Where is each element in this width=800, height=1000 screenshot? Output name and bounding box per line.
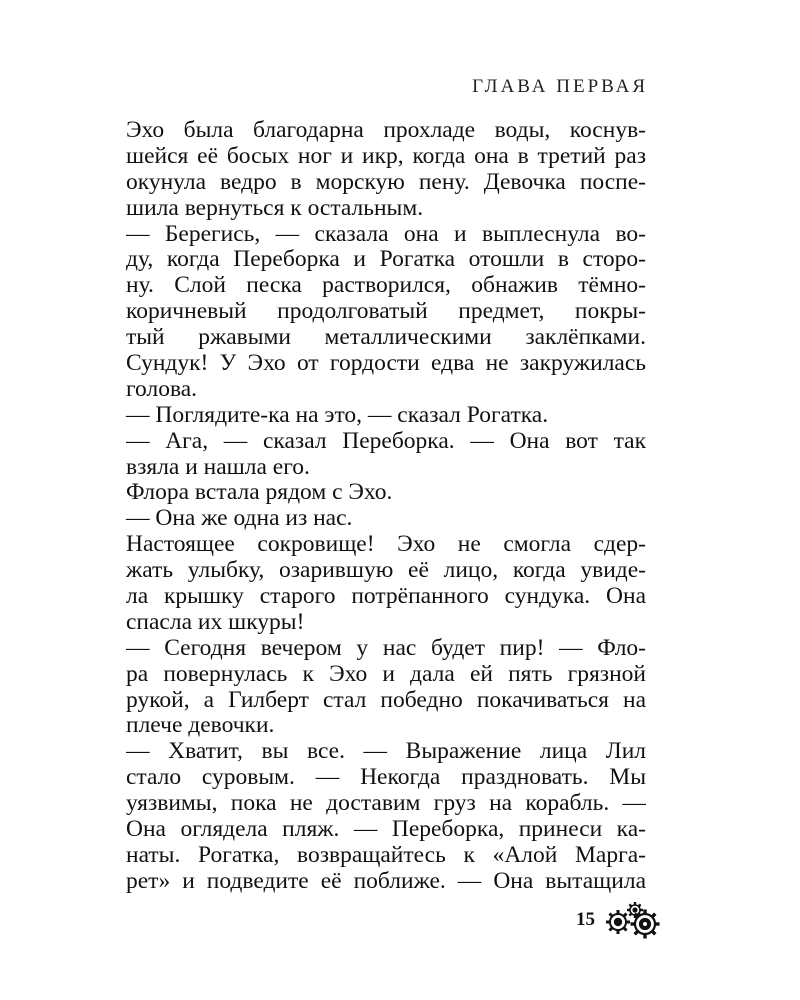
text-line: Флора встала рядом с Эхо. (126, 479, 393, 506)
text-line: окунула ведро в морскую пену. Девочка поспе- (126, 169, 646, 195)
page-body-text (126, 118, 646, 895)
text-line: тый ржавыми металлическими заклёпками. (126, 325, 646, 351)
text-line: — Берегись, — сказала она и выплеснула во- (126, 221, 646, 247)
text-line: Сундук! У Эхо от гордости едва не закружилась (126, 351, 646, 377)
text-line: — Она же одна из нас. (126, 505, 353, 532)
text-line: — Поглядите-ка на это, — сказал Рогатка. (126, 401, 549, 428)
text-line: ра повернулась к Эхо и дала ей пять грязной (126, 661, 646, 687)
paragraph-lines (126, 118, 646, 895)
chapter-title: ГЛАВА ПЕРВАЯ (472, 76, 648, 97)
text-line: стало суровым. — Некогда праздновать. Мы (126, 765, 646, 791)
text-line: жать улыбку, озарившую её лицо, когда увиде- (126, 558, 646, 584)
text-line: плече девочки. (126, 712, 275, 739)
text-line: — Сегодня вечером у нас будет пир! — Фло- (126, 635, 646, 661)
text-line: Она оглядела пляж. — Переборка, принеси ка- (126, 817, 646, 843)
page-number: 15 (576, 909, 595, 930)
text-line: — Хватит, вы все. — Выражение лица Лил (126, 739, 646, 765)
text-line: коричневый продолговатый предмет, покры- (126, 299, 646, 325)
text-line: Настоящее сокровище! Эхо не смогла сдер- (126, 532, 646, 558)
text-line: ду, когда Переборка и Рогатка отошли в сторо- (126, 247, 646, 273)
page-footer (576, 900, 667, 940)
text-line: спасла их шкуры! (126, 608, 305, 635)
text-line: шила вернуться к остальным. (126, 194, 424, 221)
text-line: — Ага, — сказал Переборка. — Она вот так (126, 428, 646, 454)
gears-icon (601, 900, 667, 940)
text-line: ла крышку старого потрёпанного сундука. Она (126, 584, 646, 610)
text-line: голова. (126, 375, 198, 402)
text-line: рукой, а Гилберт стал победно покачиваться на (126, 687, 646, 713)
text-line: наты. Рогатка, возвращайтесь к «Алой Марга- (126, 842, 646, 868)
text-line: уязвимы, пока не доставим груз на корабль. — (126, 791, 646, 817)
text-line: взяла и нашла его. (126, 453, 310, 480)
text-line: Эхо была благодарна прохладе воды, коснув- (126, 118, 646, 143)
text-line: ну. Слой песка растворился, обнажив тёмно- (126, 273, 646, 299)
text-line: рет» и подведите её поближе. — Она вытащила (126, 868, 646, 894)
text-line: шейся её босых ног и икр, когда она в третий раз (126, 143, 646, 169)
